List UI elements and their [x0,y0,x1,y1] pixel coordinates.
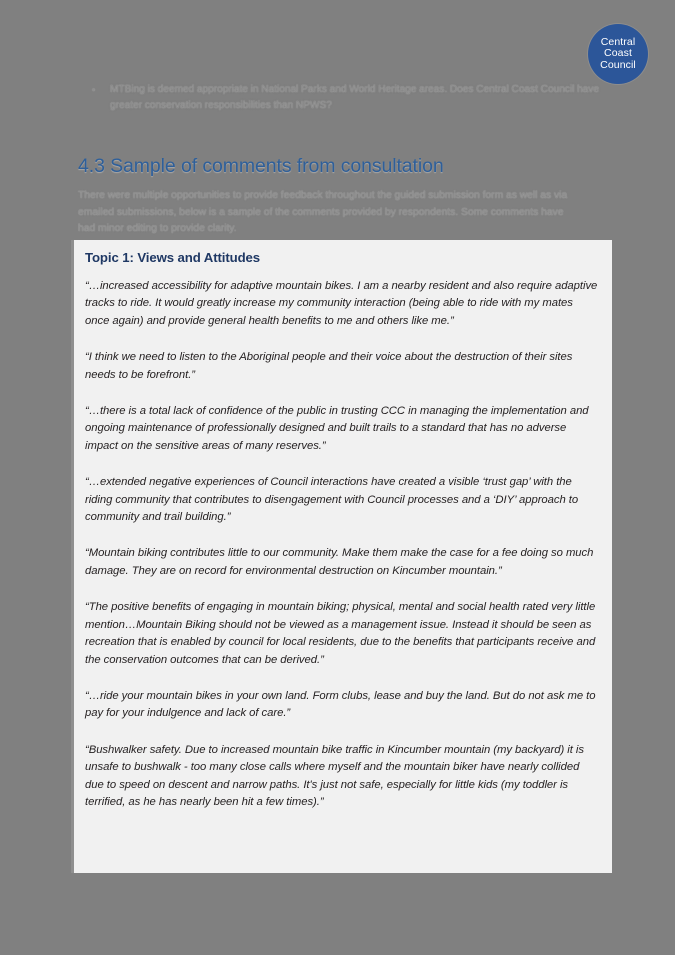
comment-quote: “…increased accessibility for adaptive mountain bikes. I am a nearby resident and also require adaptive tracks to ride. It would greatly increase my community interaction (being able to ride with my mates once again) and provide general health benefits to me and others like me.” [85,280,598,327]
list-item [88,82,616,114]
bullet-text: MTBing is deemed appropriate in National Parks and World Heritage areas. Does Central Coast Council have greater conservation responsibilities than NPWS? [110,84,599,111]
comment-quote: “…ride your mountain bikes in your own land. Form clubs, lease and buy the land. But do not ask me to pay for your indulgence and lack of care.” [85,689,596,720]
intro-paragraph: There were multiple opportunities to provide feedback throughout the guided submission form as well as via emailed submissions, below is a sample of the comments provided by respondents. Some comments have had minor editing to provide clarity. [78,190,568,235]
comment-quote: “…there is a total lack of confidence of the public in trusting CCC in managing the implementation and ongoing maintenance of professionally designed and built trails to a standard that has no adverse impact on the sensitive areas of many reserves.” [85,405,589,452]
central-coast-council-logo [588,24,648,84]
comment-quote: “I think we need to listen to the Aboriginal people and their voice about the destruction of their sites needs to be forefront.” [85,351,573,381]
logo-line-3: Council [600,58,636,71]
topic-title: Topic 1: Views and Attitudes [85,250,261,265]
bullet-marker-icon: • [92,85,96,95]
comment-quote: “Bushwalker safety. Due to increased mountain bike traffic in Kincumber mountain (my backyard) it is unsafe to bushwalk - too many close calls where myself and the mountain biker have nearly collided due to speed on descent and narrow paths. It's just not safe, especially for little kids (my toddler is terrified, as he has nearly been hit a few times).” [85,743,584,808]
topic-comment-box [71,240,612,873]
comment-quote: “The positive benefits of engaging in mountain biking; physical, mental and social health rated very little mention…Mountain Biking should not be viewed as a management issue. Instead it should be seen as recreation that is enabled by council for local residents, due to the benefits that participants receive and the conservation outcomes that can be derived.” [85,601,596,666]
comment-quote: “…extended negative experiences of Council interactions have created a visible ‘trust gap’ with the riding community that contributes to disengagement with Council processes and a ‘DIY’ approach to community and trail building.” [85,476,579,524]
top-bullet-list [88,82,616,114]
logo-line-2: Coast [604,47,632,60]
comment-quote: “Mountain biking contributes little to our community. Make them make the case for a fee doing so much damage. They are on record for environmental destruction on Kincumber mountain.” [85,547,594,577]
page-title: 4.3 Sample of comments from consultation [78,155,444,178]
logo-line-1: Central [600,36,636,48]
